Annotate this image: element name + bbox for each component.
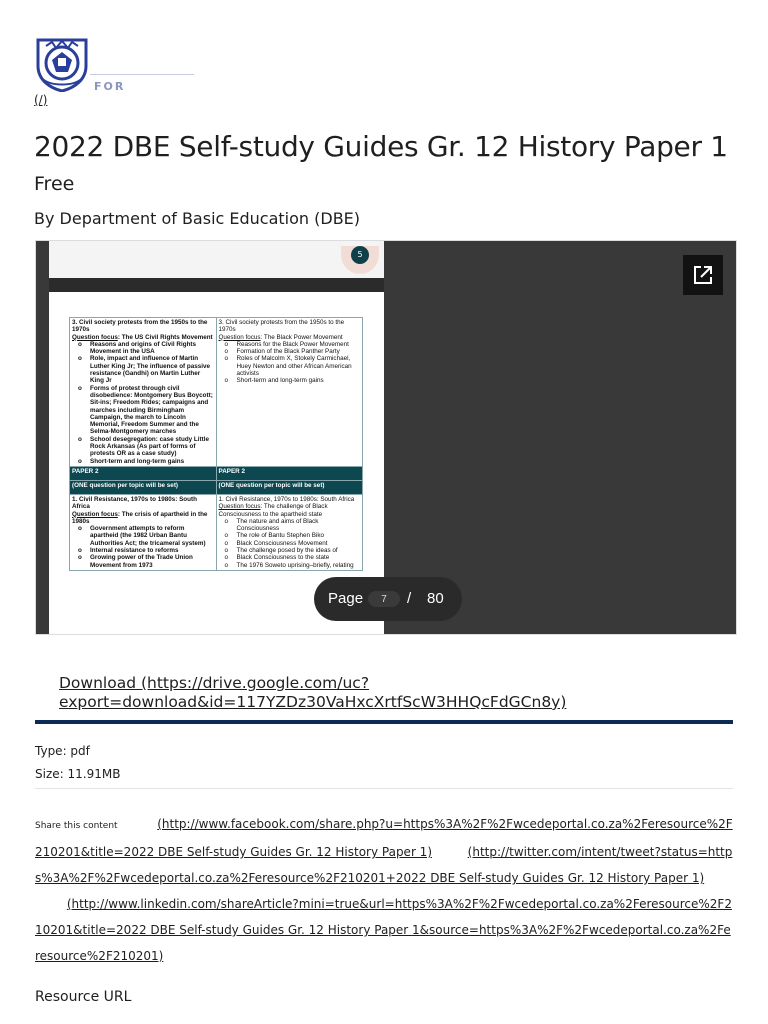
pdf-page [49,241,384,635]
table-cell [70,494,217,570]
band-cell: (ONE question per topic will be set) [70,480,217,494]
table-cell [216,494,363,570]
file-type: Type: pdf [35,744,90,758]
list-item: o Reasons and origins of Civil Rights Movement in the USA [72,341,214,356]
topic-list [72,341,214,465]
list-item: o School desegregation: case study Little Rock Arkansas (As part of forms of protests OR as a case study) [72,436,214,458]
total-pages: 80 [427,590,444,607]
meta-divider [35,788,733,789]
logo-divider [90,74,194,75]
page-separator: / [407,590,412,607]
topic-list [219,518,361,569]
file-size: Size: 11.91MB [35,767,121,781]
question-focus-text: : The Black Power Movement [260,333,343,341]
list-item: o Formation of the Black Panther Party [219,348,361,355]
list-item: o Government attempts to reform apartheid (the 1982 Urban Bantu Authorities Act; the tricameral system) [72,525,214,547]
wced-crest-logo[interactable] [34,36,90,92]
list-item: o The 1976 Soweto uprising–briefly, relating [219,562,361,569]
page-label: Page [328,590,364,607]
list-item: o Forms of protest through civil disobedience: Montgomery Bus Boycott; Sit-ins; Freedom Rides; campaigns and marches including Birmingham Campaign, the march to Lincoln Memorial, Freedom Summer and the Selma-Montgomery marches [72,385,214,436]
resource-title: 2022 DBE Self-study Guides Gr. 12 History Paper 1 [34,130,728,163]
curriculum-table [69,317,363,571]
list-item: o The nature and aims of Black Consciousness [219,518,361,533]
facebook-share-link[interactable]: (http://www.facebook.com/share.php?u=https%3A%2F%2Fwcedeportal.co.za%2Feresource%2F210201&title=2022 DBE Self-study Guides Gr. 12 History Paper 1) [35,817,733,859]
share-section [35,811,735,969]
pdf-viewer[interactable] [35,240,737,635]
linkedin-share-link[interactable]: (http://www.linkedin.com/shareArticle?mini=true&url=https%3A%2F%2Fwcedeportal.co.za%2Feresource%2F210201&title=2022 DBE Self-study Guides Gr. 12 History Paper 1&source=https%3A%2F%2Fwcedeportal.co.za%2Feresource%2F210201) [35,897,732,963]
site-header [34,36,234,106]
table-cell [216,318,363,467]
table-band-row [70,480,363,494]
list-item: o Role, impact and influence of Martin Luther King Jr; The influence of passive resistance (Gandhi) on Martin Luther King Jr [72,355,214,384]
page-number: 5 [351,246,369,264]
question-focus-label: Question focus [218,503,261,511]
resource-author: By Department of Basic Education (DBE) [34,209,361,228]
list-item: o Growing power of the Trade Union Movement from 1973 [72,554,214,569]
list-item: o The challenge posed by the ideas of [219,547,361,554]
twitter-share-link[interactable]: (http://twitter.com/intent/tweet?status=https%3A%2F%2Fwcedeportal.co.za%2Feresource%2F210201+2022 DBE Self-study Guides Gr. 12 History Paper 1) [35,845,733,885]
question-focus-label: Question focus [72,510,118,518]
table-row [70,494,363,570]
table-band-row [70,466,363,480]
topic-list [219,341,361,385]
table-cell [70,318,217,467]
page-number-input[interactable] [368,591,400,607]
band-cell: (ONE question per topic will be set) [216,480,363,494]
list-item: o Short-term and long-term gains [219,377,361,384]
logo-text: FOR [94,80,126,93]
band-cell: PAPER 2 [216,466,363,480]
band-cell: PAPER 2 [70,466,217,480]
table-row [70,318,363,467]
list-item: o Reasons for the Black Power Movement [219,341,361,348]
cell-heading: 3. Civil society protests from the 1950s to the 1970s [218,319,345,334]
download-link[interactable]: Download (https://drive.google.com/uc?export=download&id=117YZDz30VaHxcXrtfScW3HHQcFdGCn8y) [59,674,567,711]
topic-list [72,525,214,569]
open-in-new-icon [693,265,713,285]
home-link[interactable]: (/) [34,93,48,107]
list-item: o Internal resistance to reforms [72,547,214,554]
list-item: o Short-term and long-term gains [72,458,214,465]
list-item: o Black Consciousness to the state [219,554,361,561]
list-item: o The role of Bantu Stephen Biko [219,532,361,539]
resource-url-label: Resource URL [35,989,132,1005]
page-header-area [49,241,384,278]
question-focus-text: : The US Civil Rights Movement [117,333,213,341]
page-header-band [49,278,384,292]
popout-button[interactable] [683,255,723,295]
cell-heading: 1. Civil Resistance, 1970s to 1980s: South Africa [218,495,355,503]
question-focus-text: : The crisis of apartheid in the 1980s [72,510,208,525]
question-focus-text: : The challenge of Black Consciousness to the apartheid state [218,503,328,518]
question-focus-label: Question focus [72,333,118,341]
cell-heading: 3. Civil society protests from the 1950s to the 1970s [72,319,208,334]
share-label: Share this content [35,821,118,831]
list-item: o Roles of Malcolm X, Stokely Carmichael, Huey Newton and other African American activists [219,355,361,377]
question-focus-label: Question focus [218,333,261,341]
page-indicator [314,577,462,621]
list-item: o Black Consciousness Movement [219,540,361,547]
cell-heading: 1. Civil Resistance, 1970s to 1980s: South Africa [72,495,197,511]
section-divider [35,720,733,724]
resource-price: Free [34,173,75,195]
